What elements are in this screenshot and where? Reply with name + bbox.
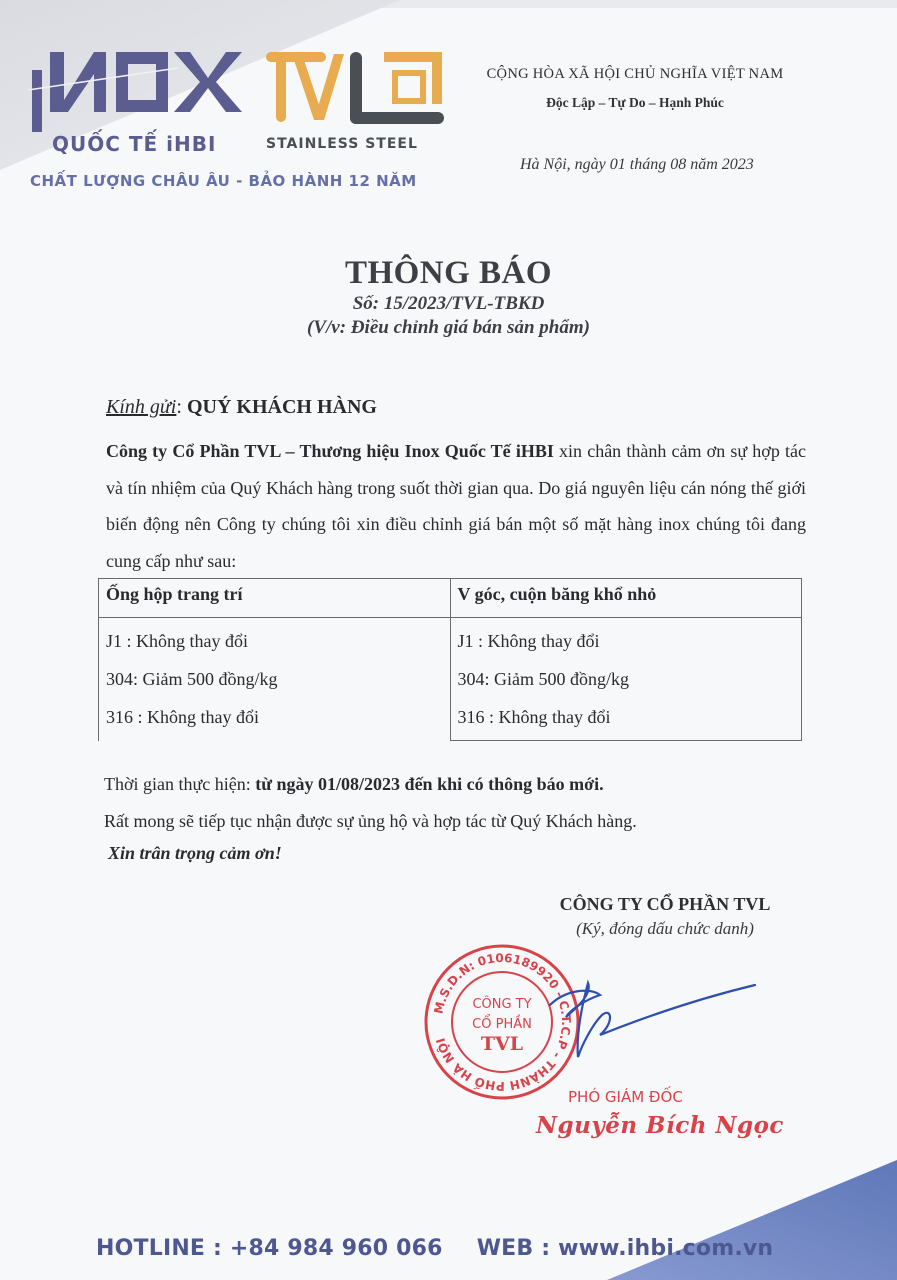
table-cell <box>99 618 451 741</box>
effective-date-line <box>104 766 824 803</box>
table-header: V góc, cuộn băng khổ nhỏ <box>450 579 802 618</box>
brand-subtitle-right: STAINLESS STEEL <box>266 136 418 152</box>
company-logo <box>28 40 448 190</box>
thanks-line: Xin trân trọng cảm ơn! <box>108 843 282 863</box>
website-link[interactable]: www.ihbi.com.vn <box>558 1236 774 1261</box>
inox-logo-icon <box>28 40 248 135</box>
greeting-recipient: QUÝ KHÁCH HÀNG <box>186 396 377 418</box>
document-subject: (V/v: Điều chỉnh giá bán sản phẩm) <box>307 317 590 338</box>
closing-section <box>104 766 824 866</box>
table-cell-item: 316 : Không thay đổi <box>106 707 259 727</box>
effective-label: Thời gian thực hiện: <box>104 774 256 794</box>
signature-block <box>520 894 810 939</box>
table-cell <box>450 618 802 741</box>
svg-text:M.S.D.N: 0106189920 - C.T.C.P: M.S.D.N: 0106189920 - C.T.C.P - THÀNH PHỐ HÀ NỘI <box>431 950 574 1094</box>
table-row <box>99 618 802 741</box>
intro-company: Công ty Cổ Phần TVL – Thương hiệu Inox Quốc Tế iHBI <box>106 441 554 461</box>
document-body <box>106 396 806 579</box>
national-title: CỘNG HÒA XÃ HỘI CHỦ NGHĨA VIỆT NAM <box>486 66 784 82</box>
signature-company: CÔNG TY CỔ PHẦN TVL <box>559 894 771 914</box>
tvl-logo-icon <box>266 50 446 135</box>
table-cell-item: 304: Giảm 500 đồng/kg <box>106 669 278 689</box>
svg-text:CÔNG TY: CÔNG TY <box>472 997 532 1012</box>
document-title-block <box>0 254 897 340</box>
svg-text:CỔ PHẦN: CỔ PHẦN <box>472 1017 532 1032</box>
table-cell-item: 316 : Không thay đổi <box>457 707 611 727</box>
intro-paragraph <box>106 433 806 579</box>
greeting-colon: : <box>176 396 187 418</box>
greeting <box>106 396 806 419</box>
price-adjustment-table <box>98 578 802 741</box>
closing-line: Rất mong sẽ tiếp tục nhận được sự ủng hộ và hợp tác từ Quý Khách hàng. <box>104 811 637 831</box>
hotline-number[interactable]: +84 984 960 066 <box>229 1236 443 1261</box>
table-header: Ống hộp trang trí <box>99 579 451 618</box>
effective-value: từ ngày 01/08/2023 đến khi có thông báo mới. <box>255 774 604 794</box>
svg-text:TVL: TVL <box>480 1033 524 1055</box>
brand-slogan: CHẤT LƯỢNG CHÂU ÂU - BẢO HÀNH 12 NĂM <box>30 172 417 190</box>
document-number: Số: 15/2023/TVL-TBKD <box>352 293 545 314</box>
document-title: THÔNG BÁO <box>344 255 553 291</box>
footer-diagonal-shape <box>497 1160 897 1280</box>
date-line: Hà Nội, ngày 01 tháng 08 năm 2023 <box>520 156 754 173</box>
handwritten-signature-icon <box>530 975 770 1065</box>
table-cell-item: J1 : Không thay đổi <box>106 631 248 651</box>
hotline-label: HOTLINE : <box>96 1236 230 1261</box>
footer-contact <box>96 1236 773 1261</box>
greeting-label: Kính gửi <box>106 396 177 418</box>
brand-subtitle-left: QUỐC TẾ iHBI <box>52 132 217 156</box>
table-header-row <box>99 579 802 618</box>
intro-text: xin chân thành cảm ơn sự hợp tác và tín nhiệm của Quý Khách hàng trong suốt thời gian qua. Do giá nguyên liệu cán nóng thế giới biến động nên Công ty chúng tôi xin điều chỉnh giá bán một số mặt hàng inox chúng tôi đang cung cấp như sau: <box>106 441 806 571</box>
signer-name: Nguyễn Bích Ngọc <box>536 1112 784 1139</box>
table-cell-item: J1 : Không thay đổi <box>457 631 600 651</box>
signature-note: (Ký, đóng dấu chức danh) <box>576 919 754 938</box>
table-cell-item: 304: Giảm 500 đồng/kg <box>457 669 629 689</box>
national-header <box>470 66 800 111</box>
signer-title: PHÓ GIÁM ĐỐC <box>568 1088 683 1106</box>
national-motto: Độc Lập – Tự Do – Hạnh Phúc <box>546 95 724 110</box>
web-label: WEB : <box>476 1236 559 1261</box>
